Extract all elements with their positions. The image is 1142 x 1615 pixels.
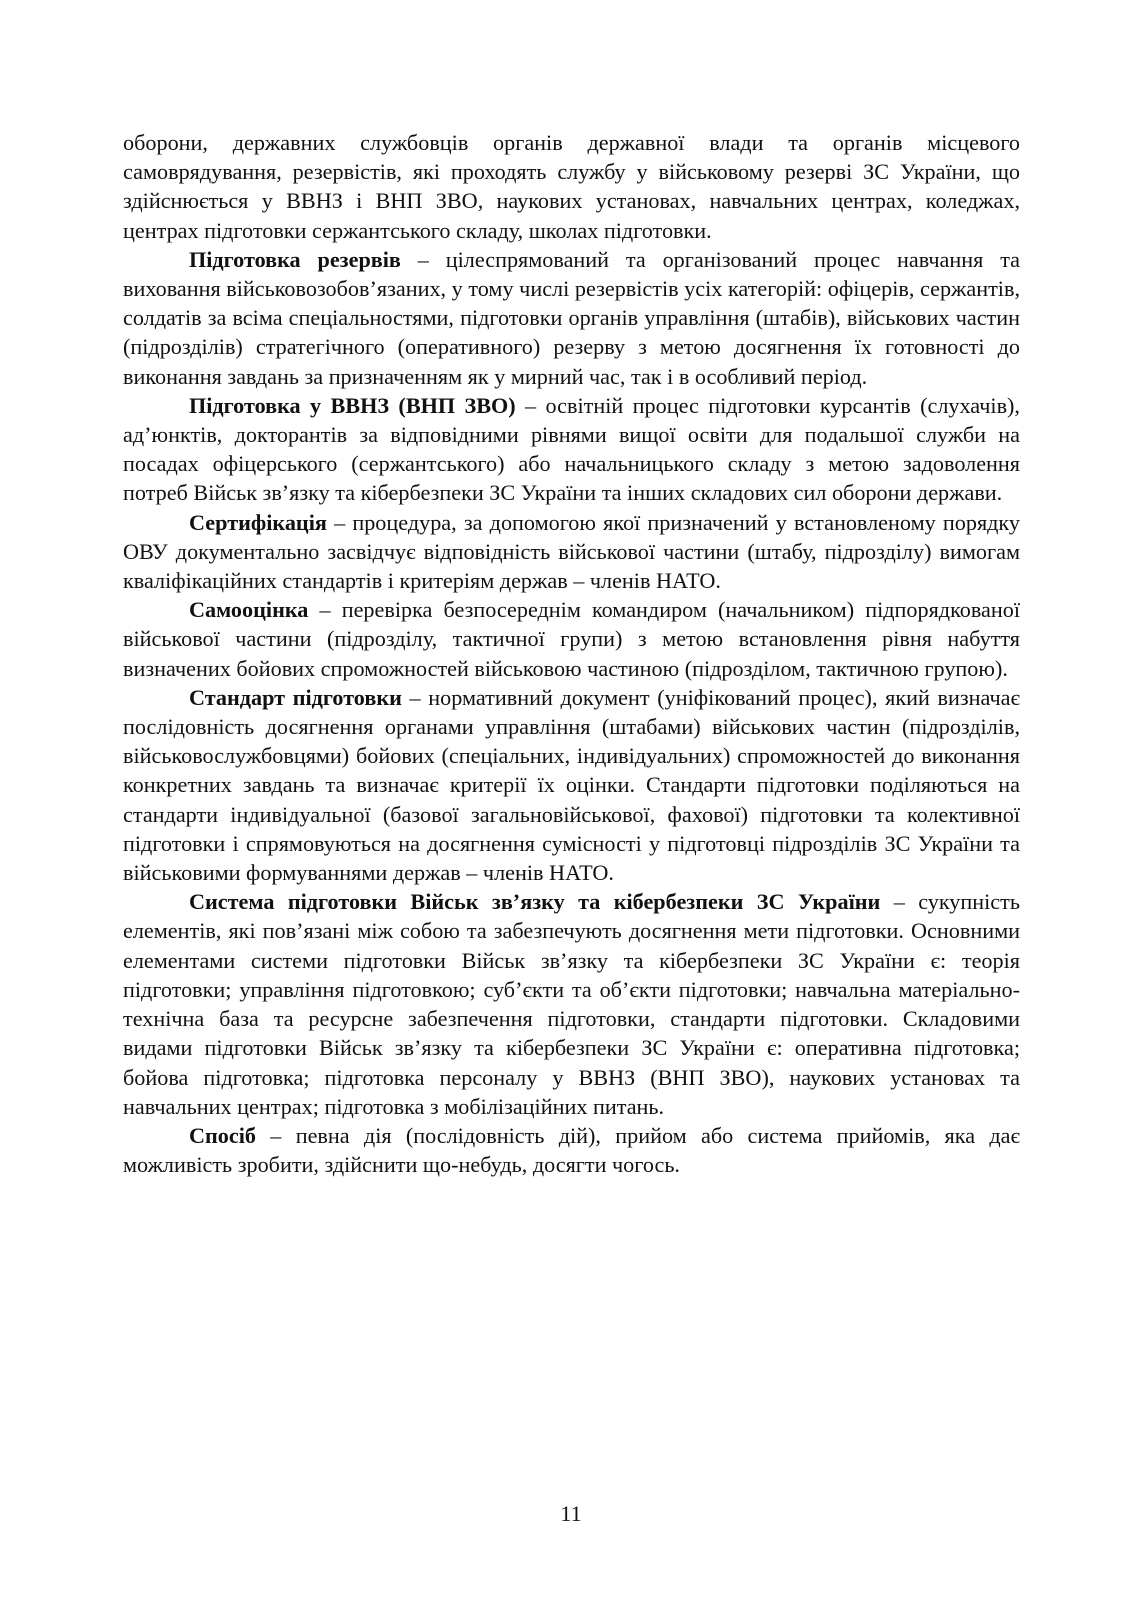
paragraph-text: оборони, державних службовців органів державної влади та органів місцевого самоврядування, резервістів, які проходять службу у військовому резерві ЗС України, що здійснюється у ВВНЗ і ВНП ЗВО, наукових установах, навчальних центрах, коледжах, центрах підготовки сержантського складу, школах підготовки.: [123, 130, 1020, 243]
definition-text: – нормативний документ (уніфікований процес), який визначає послідовність досягнення органами управління (штабами) військових частин (підрозділів, військовослужбовцями) бойових (спеціальних, індивідуальних) спроможностей до виконання конкретних завдань та визначає критерії їх оцінки. Стандарти підготовки поділяються на стандарти індивідуальної (базової загальновійськової, фахової) підготовки та колективної підготовки і спрямовуються на досягнення сумісності у підготовці підрозділів ЗС України та військовими формуваннями держав – членів НАТО.: [123, 684, 1021, 886]
definition-text: – певна дія (послідовність дій), прийом або система прийомів, яка дає можливість зробити, здійснити що-небудь, досягти чогось.: [123, 1122, 1020, 1178]
definition-text: – процедура, за допомогою якої призначений у встановленому порядку ОВУ документально засвідчує відповідність військової частини (штабу, підрозділу) вимогам кваліфікаційних стандартів і критеріям держав – членів НАТО.: [123, 509, 1020, 594]
definition-term: Сертифікація: [189, 509, 327, 535]
definition-certification: [123, 508, 1020, 596]
definition-term: Підготовка резервів: [189, 246, 401, 272]
definition-text: – перевірка безпосереднім командиром (начальником) підпорядкованої військової частини (підрозділу, тактичної групи) з метою встановлення рівня набуття визначених бойових спроможностей військовою частиною (підрозділом, тактичною групою).: [123, 597, 1020, 681]
definition-term: Підготовка у ВВНЗ (ВНП ЗВО): [189, 392, 516, 418]
definition-reserve-training: [123, 245, 1020, 391]
definition-self-assessment: [123, 595, 1020, 683]
definition-text: – цілеспрямований та організований процес навчання та виховання військовозобов’язаних, у тому числі резервістів усіх категорій: офіцерів, сержантів, солдатів за всіма спеціальностями, підготовки органів управління (штабів), військових частин (підрозділів) стратегічного (оперативного) резерву з метою досягнення їх готовності до виконання завдань за призначенням як у мирний час, так і в особливий період.: [123, 246, 1021, 389]
definition-term: Спосіб: [189, 1122, 257, 1148]
definition-term: Стандарт підготовки: [189, 684, 402, 710]
definition-text: – сукупність елементів, які пов’язані між собою та забезпечують досягнення мети підготовки. Основними елементами системи підготовки Військ зв’язку та кібербезпеки ЗС України є: теорія підготовки; управління підготовкою; суб’єкти та об’єкти підготовки; навчальна матеріально-технічна база та ресурсне забезпечення підготовки, стандарти підготовки. Складовими видами підготовки Військ зв’язку та кібербезпеки ЗС України є: оперативна підготовка; бойова підготовка; підготовка персоналу у ВВНЗ (ВНП ЗВО), наукових установах та навчальних центрах; підготовка з мобілізаційних питань.: [123, 889, 1020, 1119]
page-number: 11: [560, 1501, 582, 1526]
definition-training-system: [123, 887, 1020, 1121]
definition-method: [123, 1121, 1020, 1179]
definition-text: – освітній процес підготовки курсантів (слухачів), ад’юнктів, докторантів за відповідними рівнями вищої освіти для подальшої служби на посадах офіцерського (сержантського) або начальницького складу з метою задоволення потреб Військ зв’язку та кібербезпеки ЗС України та інших складових сил оборони держави.: [123, 392, 1020, 506]
definition-term: Самооцінка: [189, 597, 309, 623]
paragraph-continuation: [123, 128, 1020, 245]
definition-term: Система підготовки Військ зв’язку та кібербезпеки ЗС України: [189, 889, 881, 915]
document-body: [123, 128, 1020, 1179]
definition-higher-military-education-training: [123, 391, 1020, 508]
definition-training-standard: [123, 683, 1020, 887]
